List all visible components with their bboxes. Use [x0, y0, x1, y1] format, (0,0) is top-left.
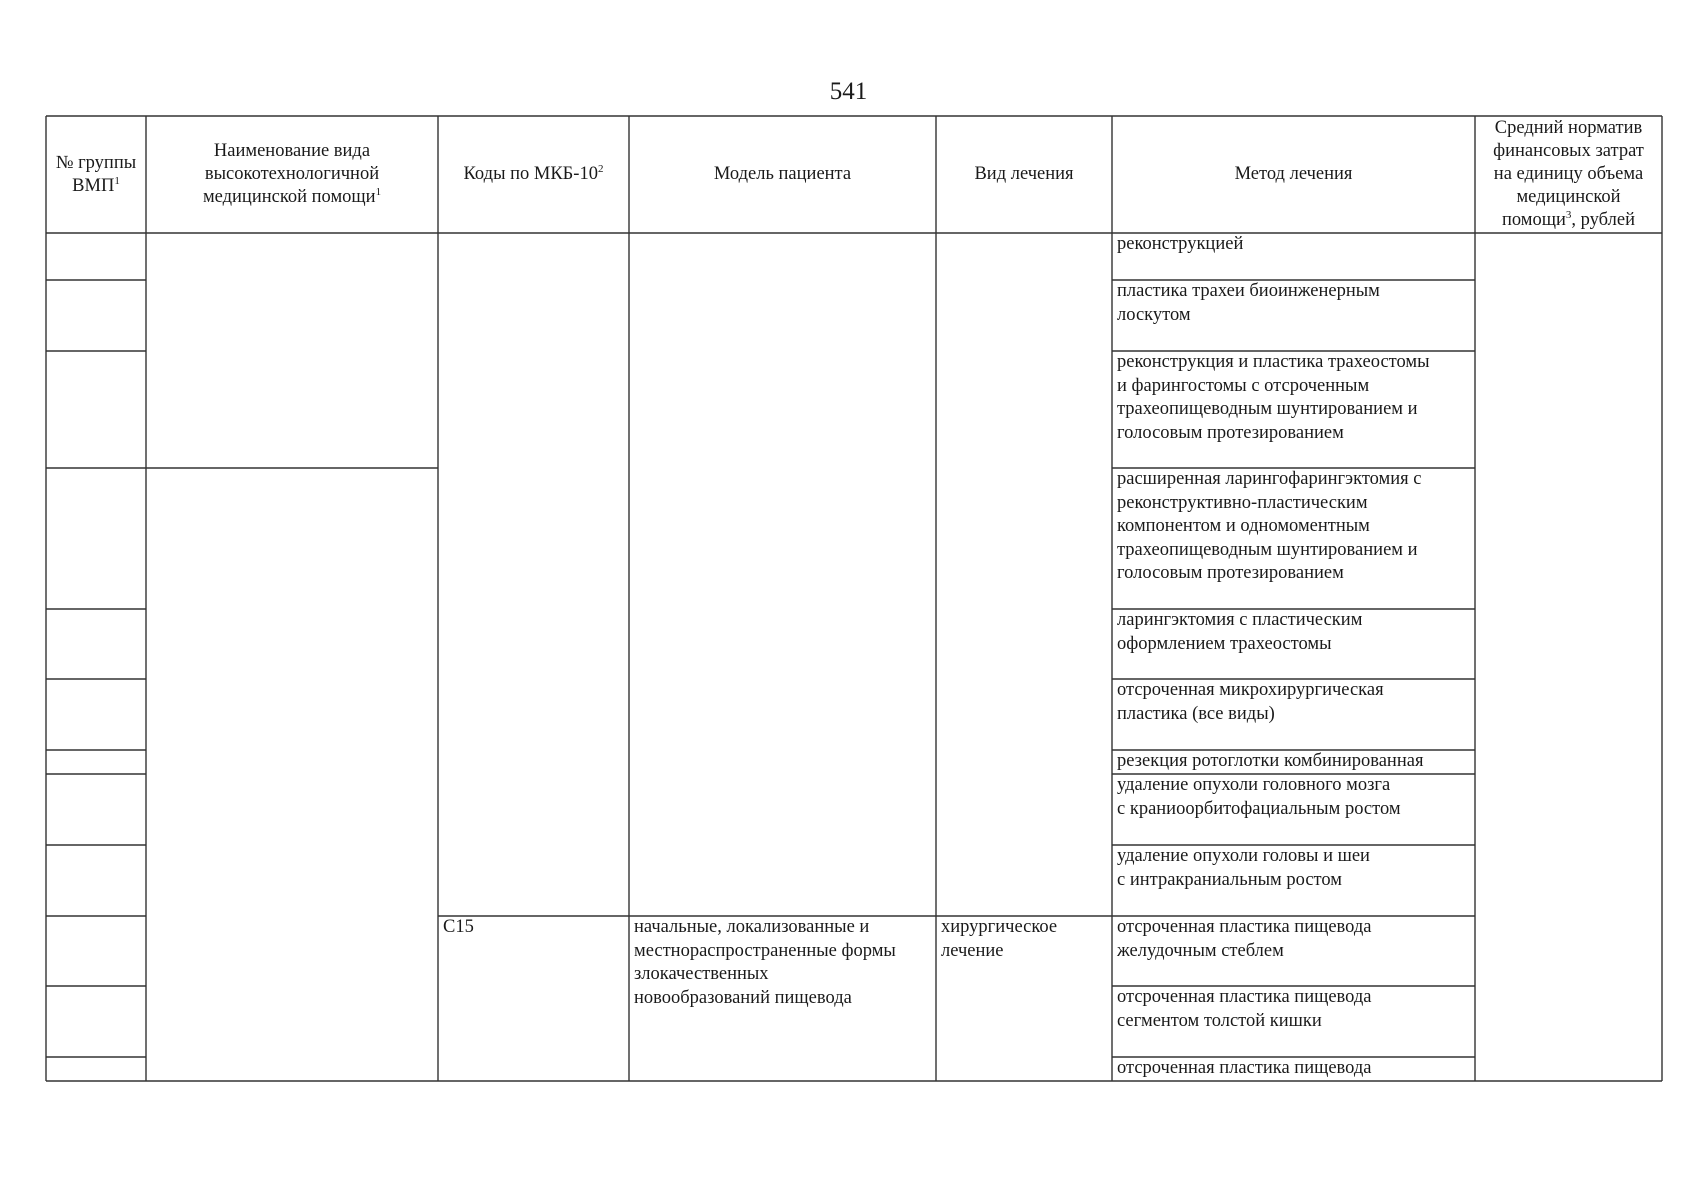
- method-cell: реконструкция и пластика трахеостомы и фарингостомы с отсроченным трахеопищеводным шунтированием и голосовым протезированием: [1117, 352, 1430, 443]
- header-icd-codes: Коды по МКБ-$10^2$: [463, 162, 604, 184]
- header-patient-model: Модель пациента: [713, 164, 852, 184]
- header-financial-standard: Средний норматив финансовых затрат на единицу объема медицинской помощи$^3$, рублей: [1493, 118, 1644, 230]
- header-care-type-name: Наименование вида высокотехнологичной медицинской помощи$^1$: [202, 141, 382, 207]
- method-cell: резекция ротоглотки комбинированная: [1117, 751, 1424, 771]
- treatment-type-cell: хирургическое лечение: [941, 917, 1058, 961]
- method-cell: реконструкцией: [1117, 234, 1244, 254]
- method-cell: удаление опухоли головного мозга с краниоорбитофациальным ростом: [1117, 775, 1401, 819]
- method-cell: отсроченная пластика пищевода сегментом толстой кишки: [1117, 987, 1372, 1031]
- method-cell: отсроченная пластика пищевода: [1117, 1058, 1372, 1078]
- header-treatment-method: Метод лечения: [1234, 164, 1353, 184]
- method-cell: удаление опухоли головы и шеи с интракраниальным ростом: [1117, 846, 1370, 890]
- page-number: 541: [829, 78, 868, 105]
- header-group-number: № группы ВМП$^1$: [55, 152, 137, 196]
- patient-model-cell: начальные, локализованные и местнораспространенные формы злокачественных новообразований пищевода: [634, 917, 896, 1008]
- header-treatment-type: Вид лечения: [974, 164, 1074, 184]
- method-cell: ларингэктомия с пластическим оформлением трахеостомы: [1117, 610, 1363, 654]
- method-cell: расширенная ларингофарингэктомия с реконструктивно-пластическим компонентом и одномоментным трахеопищеводным шунтированием и голосовым протезированием: [1117, 469, 1422, 583]
- icd-code-cell: C15: [443, 917, 474, 937]
- method-cell: отсроченная микрохирургическая пластика (все виды): [1117, 680, 1384, 724]
- method-cell: пластика трахеи биоинженерным лоскутом: [1117, 281, 1380, 325]
- method-cell: отсроченная пластика пищевода желудочным стеблем: [1117, 917, 1372, 961]
